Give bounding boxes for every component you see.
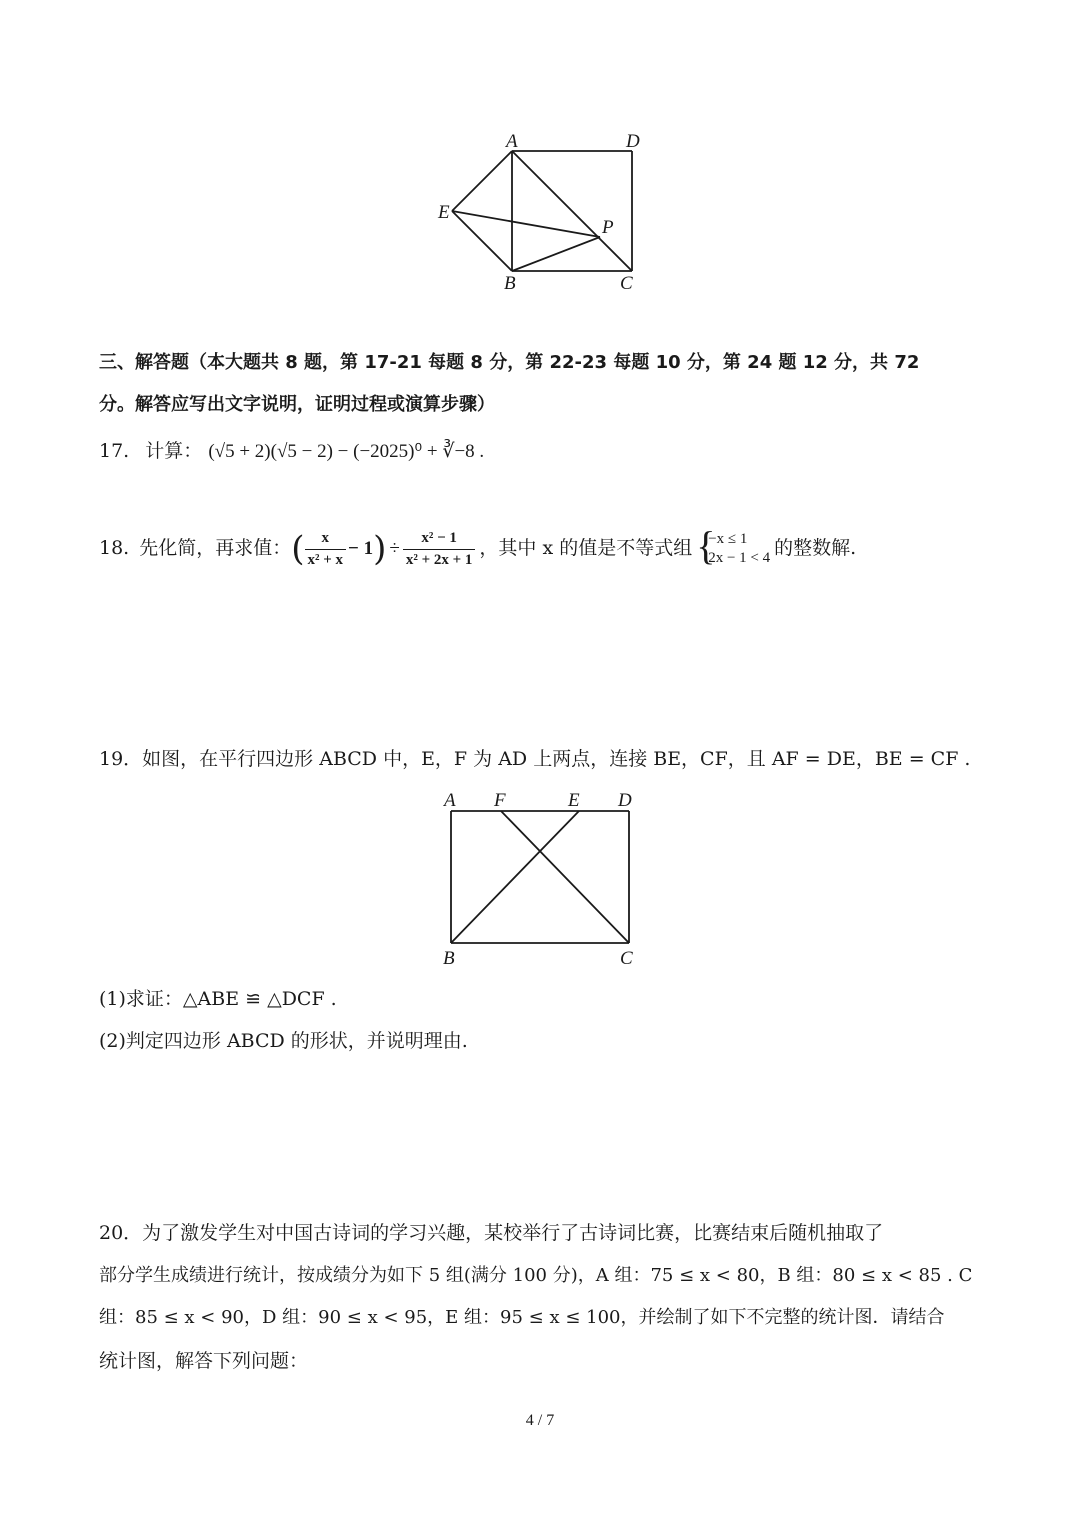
segment-BE xyxy=(451,811,579,943)
label-A: A xyxy=(444,790,456,811)
label-B: B xyxy=(443,948,455,969)
question-18 xyxy=(99,522,857,571)
q18-frac2-numerator: x² − 1 xyxy=(403,529,476,550)
q18-minus-one: − 1 xyxy=(348,538,374,560)
segment-CF xyxy=(501,811,629,943)
q18-inequality-1: −x ≤ 1 xyxy=(708,530,748,547)
question-20-line4: 统计图，解答下列问题： xyxy=(99,1350,309,1372)
q17-expression: (√5 + 2)(√5 − 2) − (−2025)⁰ + ∛−8 . xyxy=(208,441,485,462)
label-P: P xyxy=(602,217,614,238)
q18-frac1-denominator: x² + x xyxy=(307,551,344,568)
question-19-part-1: (1)求证：△ABE ≌ △DCF . xyxy=(99,988,337,1010)
label-C: C xyxy=(620,273,633,294)
q18-frac2-denominator: x² + 2x + 1 xyxy=(405,551,473,568)
q18-prompt: 先化简，再求值： xyxy=(139,537,292,560)
figure-1-geometry xyxy=(420,125,660,300)
label-D: D xyxy=(618,790,632,811)
section-3-heading-line1: 三、解答题（本大题共 8 题，第 17-21 每题 8 分，第 22-23 每题 10 分，第 24 题 12 分，共 72 xyxy=(99,352,920,373)
segment-BP xyxy=(512,237,600,271)
q18-fraction-2 xyxy=(403,529,476,570)
question-19-text: 19．如图，在平行四边形 ABCD 中，E，F 为 AD 上两点，连接 BE，CF，且 AF = DE，BE = CF . xyxy=(99,748,971,770)
question-20-line1: 20．为了激发学生对中国古诗词的学习兴趣，某校举行了古诗词比赛，比赛结束后随机抽取了 xyxy=(99,1222,884,1244)
question-20-line3: 组：85 ≤ x < 90，D 组：90 ≤ x < 95，E 组：95 ≤ x ≤ 100，并绘制了如下不完整的统计图．请结合 xyxy=(99,1307,945,1328)
q17-number: 17. xyxy=(99,440,130,462)
label-B: B xyxy=(504,273,516,294)
q18-inequality-system xyxy=(696,522,771,569)
q18-number: 18. xyxy=(99,537,130,560)
q18-fraction-1 xyxy=(305,529,347,570)
label-E: E xyxy=(438,202,450,223)
q18-mid-text: ，其中 x 的值是不等式组 xyxy=(479,537,693,560)
label-D: D xyxy=(626,131,640,152)
q18-divide: ÷ xyxy=(389,538,400,560)
question-20-line2: 部分学生成绩进行统计，按成绩分为如下 5 组(满分 100 分)，A 组：75 ≤ x < 80，B 组：80 ≤ x < 85 . C xyxy=(99,1265,973,1286)
page-number: 4 / 7 xyxy=(525,1412,555,1429)
question-17 xyxy=(99,440,484,464)
label-F: F xyxy=(494,790,506,811)
label-A: A xyxy=(506,131,518,152)
q18-tail: 的整数解. xyxy=(774,537,857,560)
label-E: E xyxy=(568,790,580,811)
q18-close-paren: ) xyxy=(373,529,387,569)
q18-inequality-2: 2x − 1 < 4 xyxy=(708,550,771,567)
q18-brace: { xyxy=(696,522,716,568)
q17-prompt: 计算： xyxy=(145,440,203,462)
q18-open-paren: ( xyxy=(291,529,305,569)
section-3-heading-line2: 分。解答应写出文字说明，证明过程或演算步骤） xyxy=(99,394,495,415)
q18-frac1-numerator: x xyxy=(305,529,347,550)
label-C: C xyxy=(620,948,633,969)
figure-2-parallelogram xyxy=(430,786,650,971)
segment-EA xyxy=(452,151,512,211)
segment-AC xyxy=(512,151,632,271)
question-19-part-2: (2)判定四边形 ABCD 的形状，并说明理由. xyxy=(99,1030,468,1052)
